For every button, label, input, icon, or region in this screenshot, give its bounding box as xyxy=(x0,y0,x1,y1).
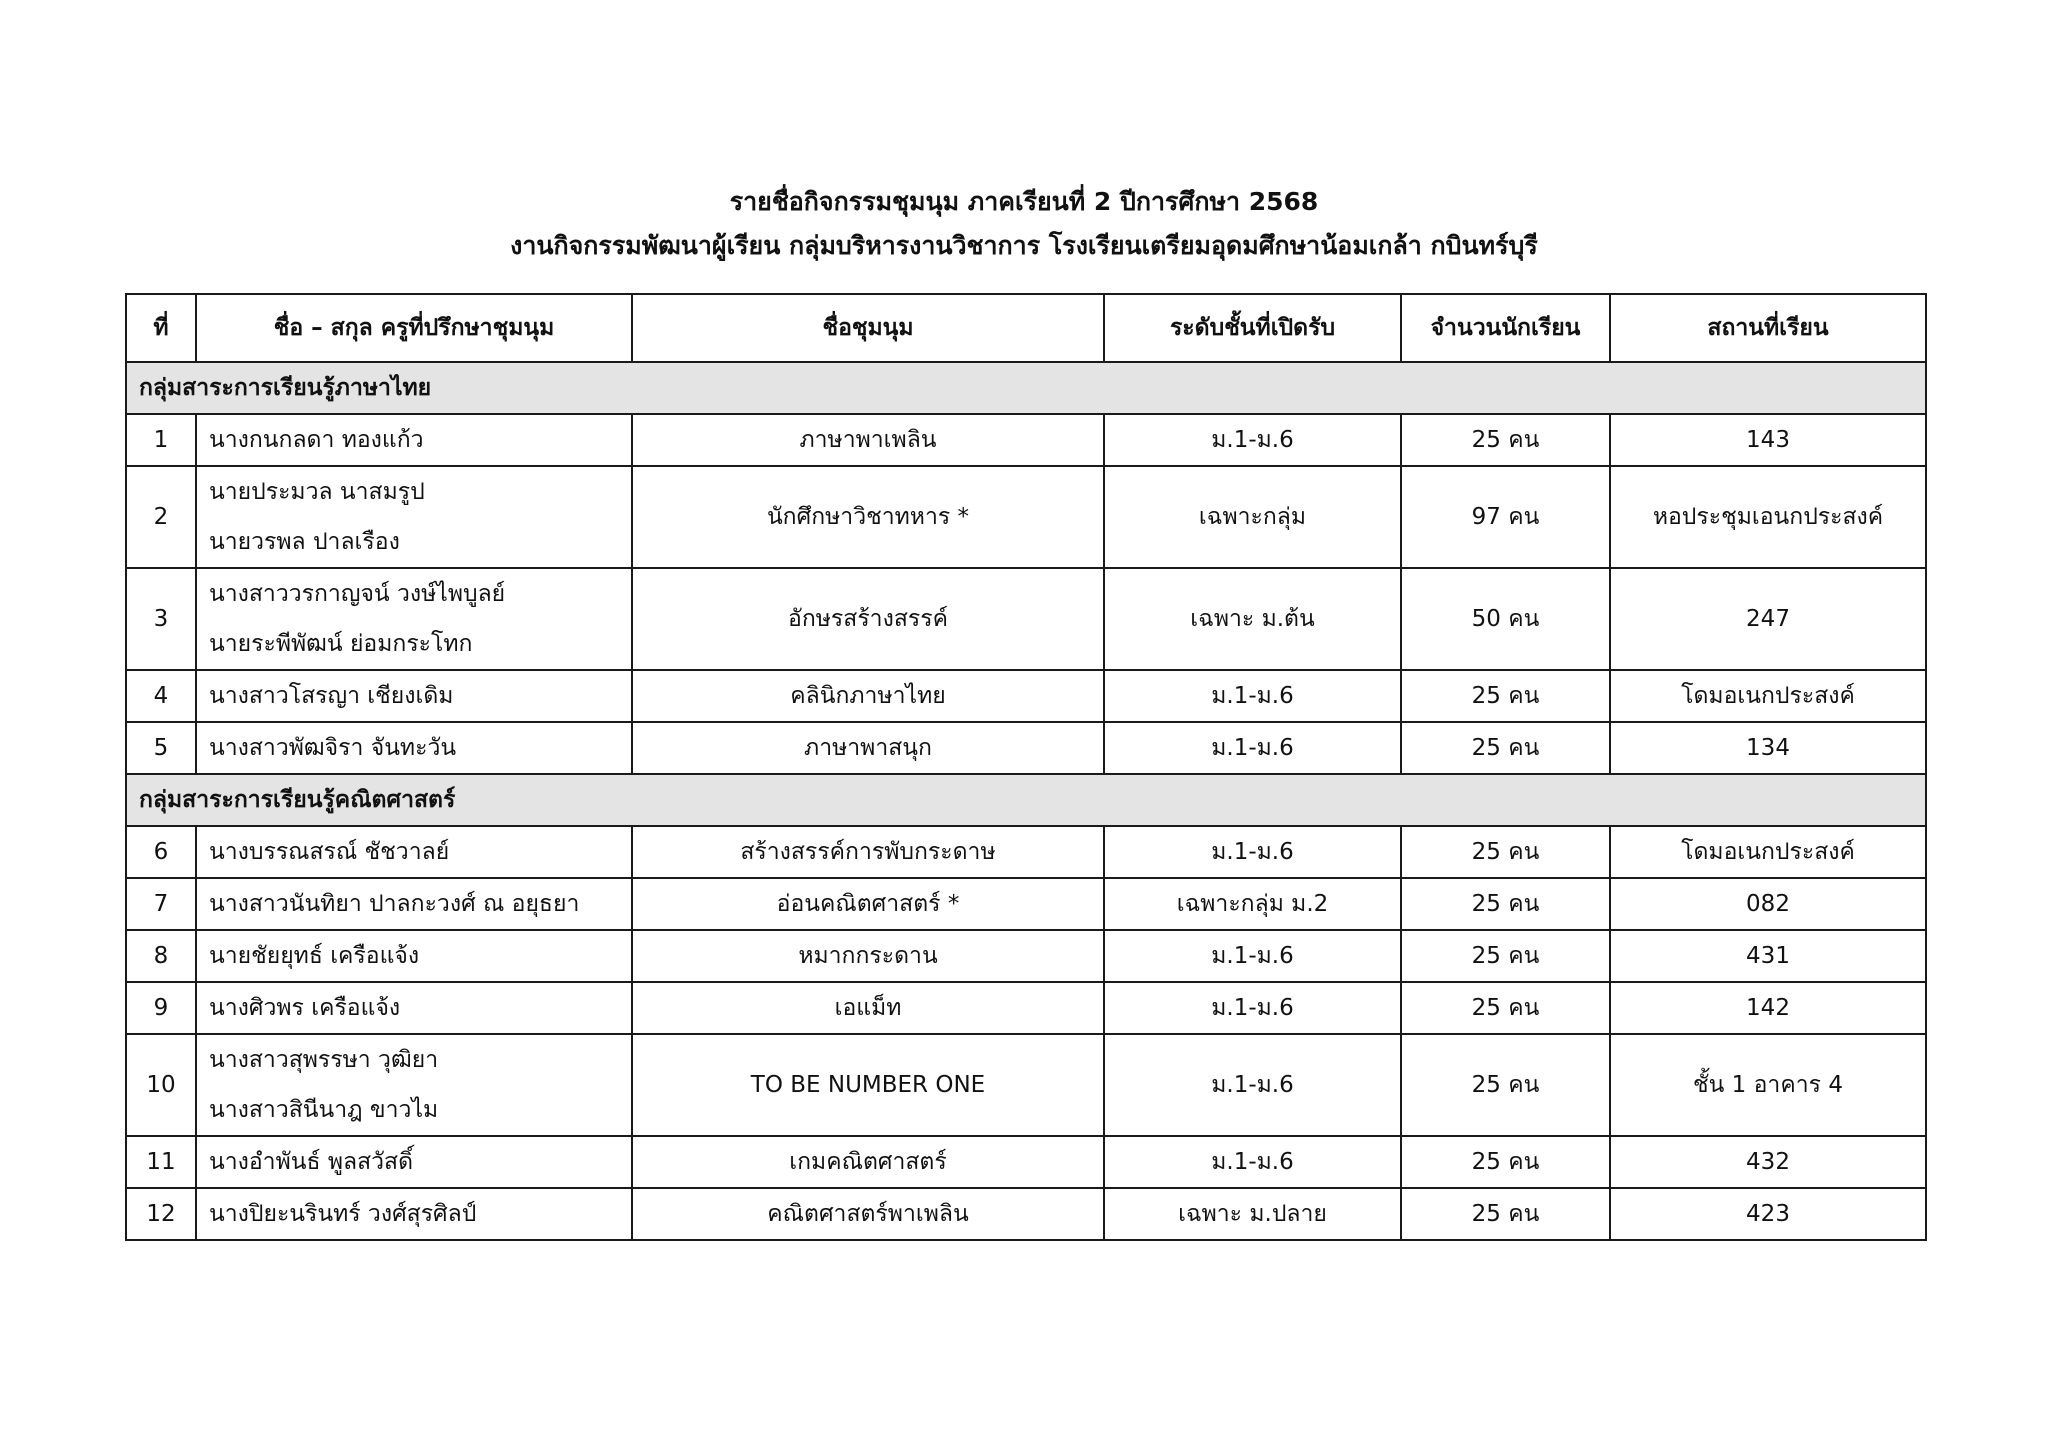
teacher-name: นางปิยะนรินทร์ วงศ์สุรศิลป์ xyxy=(209,1201,477,1227)
table-header xyxy=(126,294,1926,362)
cell-teachers xyxy=(196,982,632,1034)
cell-no: 6 xyxy=(126,826,196,878)
cell-students: 25 คน xyxy=(1401,1136,1610,1188)
cell-students: 25 คน xyxy=(1401,1034,1610,1136)
teacher-name: นางศิวพร เครือแจ้ง xyxy=(209,995,401,1021)
cell-club: คลินิกภาษาไทย xyxy=(632,670,1104,722)
cell-level: เฉพาะกลุ่ม xyxy=(1104,466,1401,568)
table-row xyxy=(126,670,1926,722)
cell-teachers xyxy=(196,568,632,670)
cell-level: เฉพาะกลุ่ม ม.2 xyxy=(1104,878,1401,930)
cell-no: 9 xyxy=(126,982,196,1034)
teacher-name: นางสาวพัฒจิรา จันทะวัน xyxy=(209,735,457,761)
group-row xyxy=(126,774,1926,826)
cell-students: 25 คน xyxy=(1401,670,1610,722)
teacher-name: นางบรรณสรณ์ ชัชวาลย์ xyxy=(209,839,450,865)
cell-place: หอประชุมเอนกประสงค์ xyxy=(1610,466,1926,568)
cell-teachers xyxy=(196,414,632,466)
teacher-name: นายระพีพัฒน์ ย่อมกระโทก xyxy=(209,631,473,657)
cell-students: 25 คน xyxy=(1401,826,1610,878)
cell-level: ม.1-ม.6 xyxy=(1104,982,1401,1034)
cell-club: หมากกระดาน xyxy=(632,930,1104,982)
teacher-name: นางสาวสุพรรษา วุฒิยา xyxy=(209,1047,439,1073)
cell-level: ม.1-ม.6 xyxy=(1104,670,1401,722)
table-row xyxy=(126,930,1926,982)
cell-level: ม.1-ม.6 xyxy=(1104,930,1401,982)
cell-level: ม.1-ม.6 xyxy=(1104,722,1401,774)
cell-teachers xyxy=(196,1034,632,1136)
cell-level: เฉพาะ ม.ปลาย xyxy=(1104,1188,1401,1240)
cell-place: 082 xyxy=(1610,878,1926,930)
table-row xyxy=(126,414,1926,466)
header-teacher: ชื่อ – สกุล ครูที่ปรึกษาชุมนุม xyxy=(196,294,632,362)
cell-club: คณิตศาสตร์พาเพลิน xyxy=(632,1188,1104,1240)
cell-level: เฉพาะ ม.ต้น xyxy=(1104,568,1401,670)
table-row xyxy=(126,1136,1926,1188)
cell-level: ม.1-ม.6 xyxy=(1104,1034,1401,1136)
cell-club: สร้างสรรค์การพับกระดาษ xyxy=(632,826,1104,878)
cell-club: อ่อนคณิตศาสตร์ * xyxy=(632,878,1104,930)
cell-no: 4 xyxy=(126,670,196,722)
cell-students: 25 คน xyxy=(1401,722,1610,774)
teacher-name: นางกนกลดา ทองแก้ว xyxy=(209,427,424,453)
header-place: สถานที่เรียน xyxy=(1610,294,1926,362)
cell-teachers xyxy=(196,930,632,982)
club-table xyxy=(125,293,1927,1241)
cell-teachers xyxy=(196,1188,632,1240)
cell-teachers xyxy=(196,1136,632,1188)
header-students: จำนวนนักเรียน xyxy=(1401,294,1610,362)
teacher-name: นางสาวสินีนาฎ ขาวไม xyxy=(209,1097,439,1123)
group-heading: กลุ่มสาระการเรียนรู้ภาษาไทย xyxy=(126,362,1926,414)
cell-place: 134 xyxy=(1610,722,1926,774)
teacher-name: นายวรพล ปาลเรือง xyxy=(209,529,400,555)
group-heading: กลุ่มสาระการเรียนรู้คณิตศาสตร์ xyxy=(126,774,1926,826)
teacher-name: นางสาวนันทิยา ปาลกะวงศ์ ณ อยุธยา xyxy=(209,891,580,917)
cell-club: ภาษาพาเพลิน xyxy=(632,414,1104,466)
cell-place: 142 xyxy=(1610,982,1926,1034)
cell-place: ชั้น 1 อาคาร 4 xyxy=(1610,1034,1926,1136)
cell-level: ม.1-ม.6 xyxy=(1104,414,1401,466)
cell-teachers xyxy=(196,670,632,722)
header-club: ชื่อชุมนุม xyxy=(632,294,1104,362)
cell-teachers xyxy=(196,878,632,930)
cell-teachers xyxy=(196,466,632,568)
cell-no: 1 xyxy=(126,414,196,466)
cell-students: 25 คน xyxy=(1401,878,1610,930)
document-title xyxy=(0,180,2048,268)
teacher-name: นายชัยยุทธ์ เครือแจ้ง xyxy=(209,943,420,969)
header-level: ระดับชั้นที่เปิดรับ xyxy=(1104,294,1401,362)
cell-place: 432 xyxy=(1610,1136,1926,1188)
table-row xyxy=(126,568,1926,670)
cell-club: TO BE NUMBER ONE xyxy=(632,1034,1104,1136)
title-line-1: รายชื่อกิจกรรมชุมนุม ภาคเรียนที่ 2 ปีการศึกษา 2568 xyxy=(729,187,1319,216)
cell-no: 12 xyxy=(126,1188,196,1240)
cell-students: 25 คน xyxy=(1401,930,1610,982)
cell-students: 50 คน xyxy=(1401,568,1610,670)
group-row xyxy=(126,362,1926,414)
table-body xyxy=(126,362,1926,1240)
teacher-name: นางสาววรกาญจน์ วงษ์ไพบูลย์ xyxy=(209,581,506,607)
cell-teachers xyxy=(196,826,632,878)
cell-no: 3 xyxy=(126,568,196,670)
cell-club: เอแม็ท xyxy=(632,982,1104,1034)
cell-place: โดมอเนกประสงค์ xyxy=(1610,826,1926,878)
table-row xyxy=(126,826,1926,878)
teacher-name: นางสาวโสรญา เชียงเดิม xyxy=(209,683,454,709)
header-no: ที่ xyxy=(126,294,196,362)
cell-students: 97 คน xyxy=(1401,466,1610,568)
cell-no: 11 xyxy=(126,1136,196,1188)
table-row xyxy=(126,982,1926,1034)
table-row xyxy=(126,722,1926,774)
table-row xyxy=(126,1034,1926,1136)
cell-club: อักษรสร้างสรรค์ xyxy=(632,568,1104,670)
cell-club: เกมคณิตศาสตร์ xyxy=(632,1136,1104,1188)
cell-place: 423 xyxy=(1610,1188,1926,1240)
cell-no: 2 xyxy=(126,466,196,568)
cell-club: ภาษาพาสนุก xyxy=(632,722,1104,774)
cell-place: 247 xyxy=(1610,568,1926,670)
table-row xyxy=(126,466,1926,568)
cell-level: ม.1-ม.6 xyxy=(1104,1136,1401,1188)
title-line-2: งานกิจกรรมพัฒนาผู้เรียน กลุ่มบริหารงานวิชาการ โรงเรียนเตรียมอุดมศึกษาน้อมเกล้า กบินทร์บุรี xyxy=(510,231,1538,260)
cell-students: 25 คน xyxy=(1401,1188,1610,1240)
cell-place: 431 xyxy=(1610,930,1926,982)
cell-level: ม.1-ม.6 xyxy=(1104,826,1401,878)
cell-no: 7 xyxy=(126,878,196,930)
cell-no: 10 xyxy=(126,1034,196,1136)
cell-teachers xyxy=(196,722,632,774)
cell-place: โดมอเนกประสงค์ xyxy=(1610,670,1926,722)
header-row xyxy=(126,294,1926,362)
cell-place: 143 xyxy=(1610,414,1926,466)
cell-students: 25 คน xyxy=(1401,982,1610,1034)
cell-no: 8 xyxy=(126,930,196,982)
table-row xyxy=(126,1188,1926,1240)
cell-club: นักศึกษาวิชาทหาร * xyxy=(632,466,1104,568)
teacher-name: นายประมวล นาสมรูป xyxy=(209,479,425,505)
cell-no: 5 xyxy=(126,722,196,774)
cell-students: 25 คน xyxy=(1401,414,1610,466)
teacher-name: นางอำพันธ์ พูลสวัสดิ์ xyxy=(209,1149,414,1175)
table-row xyxy=(126,878,1926,930)
